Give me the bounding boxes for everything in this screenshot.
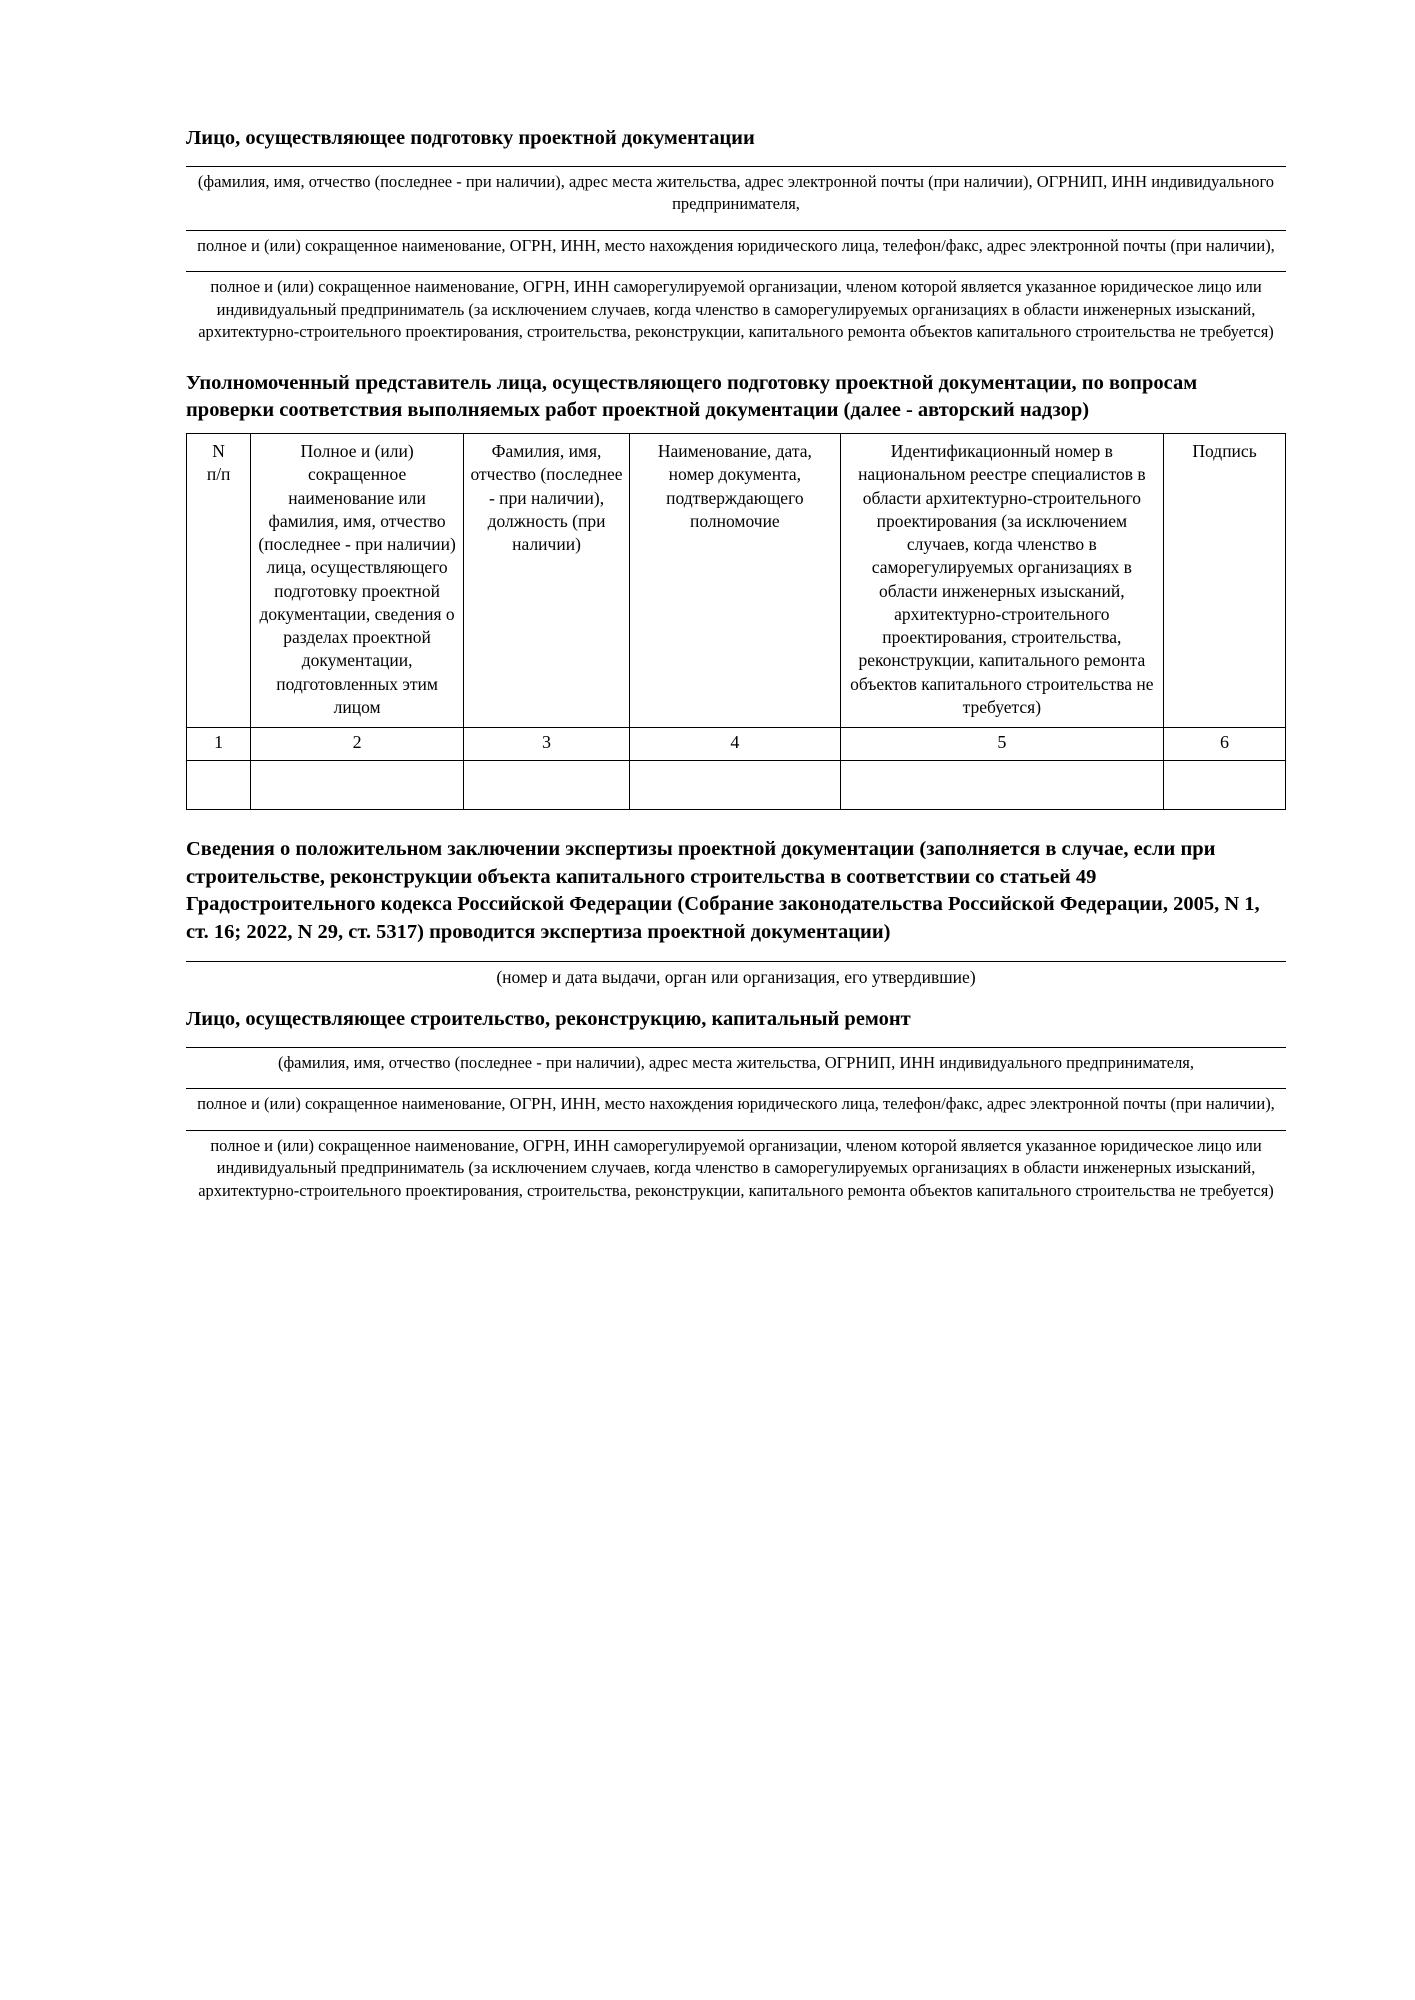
- signature-caption: (номер и дата выдачи, орган или организация, его утвердившие): [496, 966, 976, 987]
- table-cell-empty[interactable]: [630, 761, 840, 810]
- signature-line-block-builder-2: [186, 1088, 1286, 1115]
- spacer: [186, 344, 1286, 370]
- document-content: [186, 125, 1286, 1202]
- signature-line-block-designer-3: [186, 271, 1286, 343]
- section-heading-designer: Лицо, осуществляющее подготовку проектной документации: [186, 127, 755, 149]
- table-number-row: [187, 728, 1286, 761]
- header-num-line2: п/п: [206, 464, 231, 485]
- table-header-cell-person: Фамилия, имя, отчество (последнее - при наличии), должность (при наличии): [463, 434, 629, 728]
- table-number-cell: 4: [630, 728, 840, 761]
- signature-caption: полное и (или) сокращенное наименование, ОГРН, ИНН саморегулируемой организации, членом которой является указанное юридическое лицо или индивидуальный предприниматель (за исключением случаев, когда членство в саморегулируемых организациях в области инженерных изысканий, архитектурно-строительного проектирования, строительства, реконструкции, капитального ремонта объектов капитального строительства не требуется): [198, 277, 1274, 342]
- table-header-cell-signature: Подпись: [1164, 434, 1286, 728]
- table-header-cell-name: Полное и (или) сокращенное наименование или фамилия, имя, отчество (последнее - при наличии) лица, осуществляющего подготовку проектной документации, сведения о разделах проектной документации, подготовленных этим лицом: [251, 434, 464, 728]
- signature-caption: (фамилия, имя, отчество (последнее - при наличии), адрес места жительства, ОГРНИП, ИНН индивидуального предпринимателя,: [277, 1052, 1195, 1072]
- spacer: [186, 810, 1286, 836]
- table-cell-empty[interactable]: [840, 761, 1163, 810]
- signature-caption: полное и (или) сокращенное наименование, ОГРН, ИНН, место нахождения юридического лица, телефон/факс, адрес электронной почты (при наличии),: [197, 1094, 1275, 1114]
- table-header-cell-num: [187, 434, 251, 728]
- spacer: [186, 988, 1286, 1006]
- section-heading-builder: Лицо, осуществляющее строительство, реконструкцию, капитальный ремонт: [186, 1007, 911, 1030]
- table-row[interactable]: [187, 761, 1286, 810]
- signature-line-block-designer-1: [186, 166, 1286, 216]
- table-number-cell: 3: [463, 728, 629, 761]
- table-header-cell-document: Наименование, дата, номер документа, подтверждающего полномочие: [630, 434, 840, 728]
- table-cell-empty[interactable]: [463, 761, 629, 810]
- signature-line-block-expertise: [186, 961, 1286, 988]
- table-number-cell: 6: [1164, 728, 1286, 761]
- signature-caption: полное и (или) сокращенное наименование, ОГРН, ИНН саморегулируемой организации, членом которой является указанное юридическое лицо или индивидуальный предприниматель (за исключением случаев, когда членство в саморегулируемых организациях в области инженерных изысканий, архитектурно-строительного проектирования, строительства, реконструкции, капитального ремонта объектов капитального строительства не требуется): [198, 1135, 1274, 1200]
- signature-caption: (фамилия, имя, отчество (последнее - при наличии), адрес места жительства, адрес электронной почты (при наличии), ОГРНИП, ИНН индивидуального предпринимателя,: [197, 172, 1275, 214]
- table-header-row: [187, 434, 1286, 728]
- table-number-cell: 2: [251, 728, 464, 761]
- header-num-line1: N: [212, 441, 225, 462]
- signature-caption: полное и (или) сокращенное наименование, ОГРН, ИНН, место нахождения юридического лица, телефон/факс, адрес электронной почты (при наличии),: [197, 235, 1275, 255]
- table-cell-empty[interactable]: [1164, 761, 1286, 810]
- signature-line-block-builder-3: [186, 1130, 1286, 1202]
- table-number-cell: 1: [187, 728, 251, 761]
- table-number-cell: 5: [840, 728, 1163, 761]
- signature-line-block-designer-2: [186, 230, 1286, 257]
- section-heading-expertise: Сведения о положительном заключении экспертизы проектной документации (заполняется в случае, если при строительстве, реконструкции объекта капитального строительства в соответствии со статьей 49 Градостроительного кодекса Российской Федерации (Собрание законодательства Российской Федерации, 2005, N 1, ст. 16; 2022, N 29, ст. 5317) проводится экспертиза проектной документации): [186, 838, 1260, 944]
- table-cell-empty[interactable]: [187, 761, 251, 810]
- representative-table: [186, 433, 1286, 810]
- signature-line-block-builder-1: [186, 1047, 1286, 1074]
- table-cell-empty[interactable]: [251, 761, 464, 810]
- section-heading-representative: Уполномоченный представитель лица, осуществляющего подготовку проектной документации, по вопросам проверки соответствия выполняемых работ проектной документации (далее - авторский надзор): [186, 371, 1198, 422]
- table-header-cell-registry-id: Идентификационный номер в национальном реестре специалистов в области архитектурно-строительного проектирования (за исключением случаев, когда членство в саморегулируемых организациях в области инженерных изысканий, архитектурно-строительного проектирования, строительства, реконструкции, капитального ремонта объектов капитального строительства не требуется): [840, 434, 1163, 728]
